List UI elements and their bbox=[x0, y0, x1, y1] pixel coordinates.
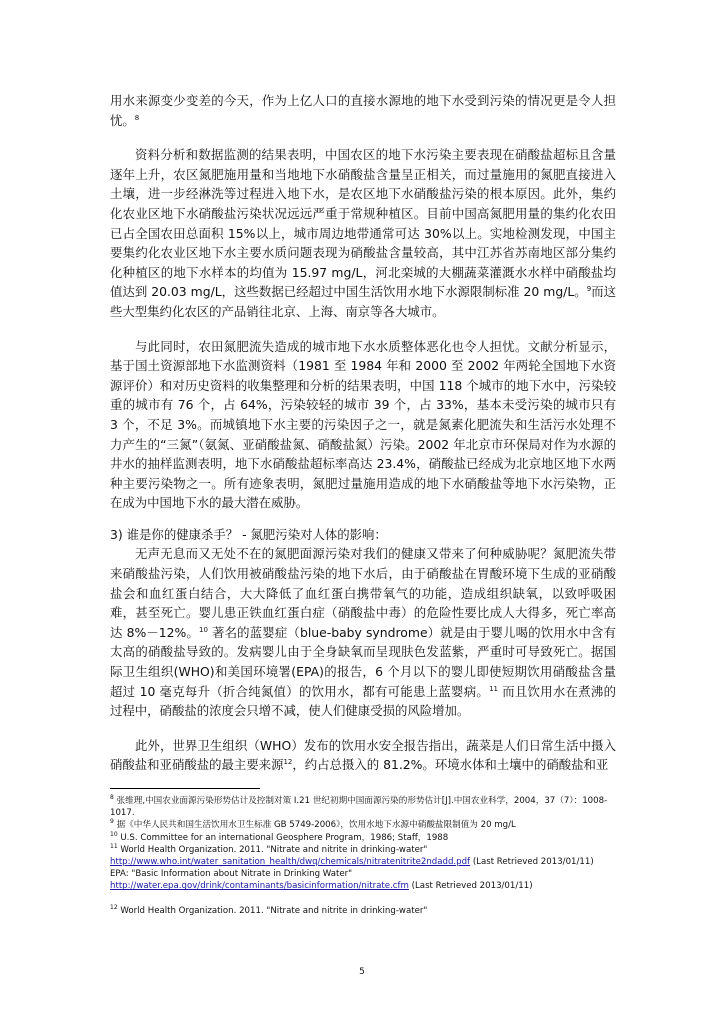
footnote-text: 张维理,中国农业面源污染形势估计及控制对策 I.21 世纪初期中国面源污染的形势估计[J].中国农业科学，2004，37（7）：1008-1017. bbox=[110, 796, 608, 819]
footnote-11-epa: EPA: "Basic Information about Nitrate in Drinking Water" bbox=[110, 869, 353, 880]
footnote-11-epa-link-line bbox=[110, 880, 616, 892]
footnote-number: 8 bbox=[110, 794, 114, 802]
footnote-separator bbox=[110, 788, 260, 789]
footnotes bbox=[110, 795, 616, 917]
footnote-ref-9[interactable]: 9 bbox=[586, 285, 592, 294]
footnote-ref-8[interactable]: 8 bbox=[134, 113, 140, 122]
paragraph-health-threat bbox=[110, 544, 616, 720]
section-heading-health: 3) 谁是你的健康杀手？ - 氮肥污染对人体的影响： bbox=[110, 526, 387, 542]
paragraph-urban-groundwater: 与此同时，农田氮肥流失造成的城市地下水水质整体恶化也令人担忧。文献分析显示，基于国土资源部地下水监测资料（1981 至 1984 年和 2000 至 2002 年两轮全国地下水资源评价）和对历史资料的收集整理和分析的结果表明，中国 118 个城市的地下水中，污染较重的城市有 76 个，占 64%，污染较轻的城市 39 个，占 33%，基本未受污染的城市只有 3 个，不足 3%。而城镇地下水主要的污染因子之一，就是氮素化肥流失和生活污水处理不力产生的“三氮”（氨氮、亚硝酸盐氮、硝酸盐氮）污染。2002 年北京市环保局对作为水源的井水的抽样监测表明，地下水硝酸盐超标率高达 23.4%，硝酸盐已经成为北京地区地下水两种主要污染物之一。所有迹象表明，氮肥过量施用造成的地下水硝酸盐等地下水污染物，正在成为中国地下水的最大潜在威胁。 bbox=[110, 338, 616, 511]
paragraph-text: 资料分析和数据监测的结果表明，中国农区的地下水污染主要表现在硝酸盐超标且含量逐年上升，农区氮肥施用量和当地地下水硝酸盐含量呈正相关，而过量施用的氮肥直接进入土壤，进一步经淋洗等过程进入地下水，是农区地下水硝酸盐污染的根本原因。此外，集约化农业区地下水硝酸盐污染状况远远严重于常规种植区。目前中国高氮肥用量的集约化农田已占全国农田总面积 15%以上，城市周边地带通常可达 30%以上。实地检测发现，中国主要集约化农业区地下水主要水质问题表现为硝酸盐含量较高，其中江苏省苏南地区部分集约化种植区的地下水样本的均值为 15.97 mg/L，河北栾城的大棚蔬菜灌溉水水样中硝酸盐均值达到 20.03 mg/L，这些数据已经超过中国生活饮用水地下水源限制标准 20 mg/L。 bbox=[110, 147, 616, 300]
footnote-number: 9 bbox=[110, 818, 114, 826]
paragraph-text-cont: 而这些大型集约化农区的产品销往北京、上海、南京等各大城市。 bbox=[110, 284, 616, 319]
body-text bbox=[110, 91, 616, 775]
footnote-number: 12 bbox=[110, 903, 118, 911]
paragraph-groundwater-intro bbox=[110, 91, 616, 130]
epa-nitrate-link[interactable]: http://water.epa.gov/drink/contaminants/basicinformation/nitrate.cfm bbox=[110, 881, 409, 892]
paragraph-farmland-nitrate bbox=[110, 145, 616, 321]
footnote-ref-12[interactable]: 12 bbox=[283, 758, 293, 767]
page-number: 5 bbox=[359, 967, 365, 977]
paragraph-text: 用水来源变少变差的今天，作为上亿人口的直接水源地的地下水受到污染的情况更是令人担忧。 bbox=[110, 93, 616, 128]
paragraph-text: 无声无息而又无处不在的氮肥面源污染对我们的健康又带来了何种威胁呢？氮肥流失带来硝酸盐污染，人们饮用被硝酸盐污染的地下水后，由于硝酸盐在胃酸环境下生成的亚硝酸盐会和血红蛋白结合，大大降低了血红蛋白携带氧气的功能，造成组织缺氧，以致呼吸困难，甚至死亡。婴儿患正铁血红蛋白症（硝酸盐中毒）的危险性要比成人大得多，死亡率高达 8%－12%。 bbox=[110, 546, 616, 640]
footnote-11 bbox=[110, 844, 616, 856]
footnote-text: U.S. Committee for an international Geosphere Program，1986; Staff，1988 bbox=[120, 832, 449, 843]
footnote-text: World Health Organization. 2011. "Nitrate and nitrite in drinking-water" bbox=[120, 905, 428, 916]
paragraph-who-vegetables bbox=[110, 736, 616, 775]
footnote-text: World Health Organization. 2011. "Nitrate and nitrite in drinking-water" bbox=[120, 844, 428, 855]
footnote-11-link-line bbox=[110, 856, 616, 868]
footnote-12 bbox=[110, 905, 616, 917]
footnote-spacer bbox=[110, 893, 616, 905]
footnote-8 bbox=[110, 795, 616, 819]
footnote-ref-10[interactable]: 10 bbox=[199, 625, 208, 634]
footnote-9 bbox=[110, 819, 616, 831]
retrieved-date: (Last Retrieved 2013/01/11) bbox=[472, 857, 594, 868]
footnote-number: 10 bbox=[110, 830, 118, 838]
footnote-ref-11[interactable]: 11 bbox=[489, 684, 498, 693]
footnote-number: 11 bbox=[110, 842, 118, 850]
paragraph-text-cont: 著名的蓝婴症（blue-baby syndrome）就是由于婴儿喝的饮用水中含有太高的硝酸盐导致的。发病婴儿由于全身缺氧而呈现肤色发蓝紫，严重时可导致死亡。据国际卫生组织(WHO)和美国环境署(EPA)的报告，6 个月以下的婴儿即使短期饮用硝酸盐含量超过 10 毫克每升（折合纯氮值）的饮用水，都有可能患上蓝婴病。 bbox=[110, 624, 617, 699]
retrieved-date: (Last Retrieved 2013/01/11) bbox=[411, 881, 533, 892]
footnote-10 bbox=[110, 832, 616, 844]
paragraph-text-end: 而且饮用水在煮沸的过程中，硝酸盐的浓度会只增不减，使人们健康受损的风险增加。 bbox=[110, 683, 616, 719]
footnote-text: 据《中华人民共和国生活饮用水卫生标准 GB 5749-2006》，饮用水地下水源中硝酸盐限制值为 20 mg/L bbox=[116, 820, 516, 831]
who-nitrate-link[interactable]: http://www.who.int/water_sanitation_health/dwq/chemicals/nitratenitrite2ndadd.pdf bbox=[110, 857, 471, 868]
paragraph-text-cont: ，约占总摄入的 81.2%。环境水体和土壤中的硝酸盐和亚 bbox=[292, 757, 609, 773]
paragraph-text: 此外，世界卫生组织（WHO）发布的饮用水安全报告指出，蔬菜是人们日常生活中摄入硝酸盐和亚硝酸盐的最主要来源 bbox=[110, 737, 616, 773]
